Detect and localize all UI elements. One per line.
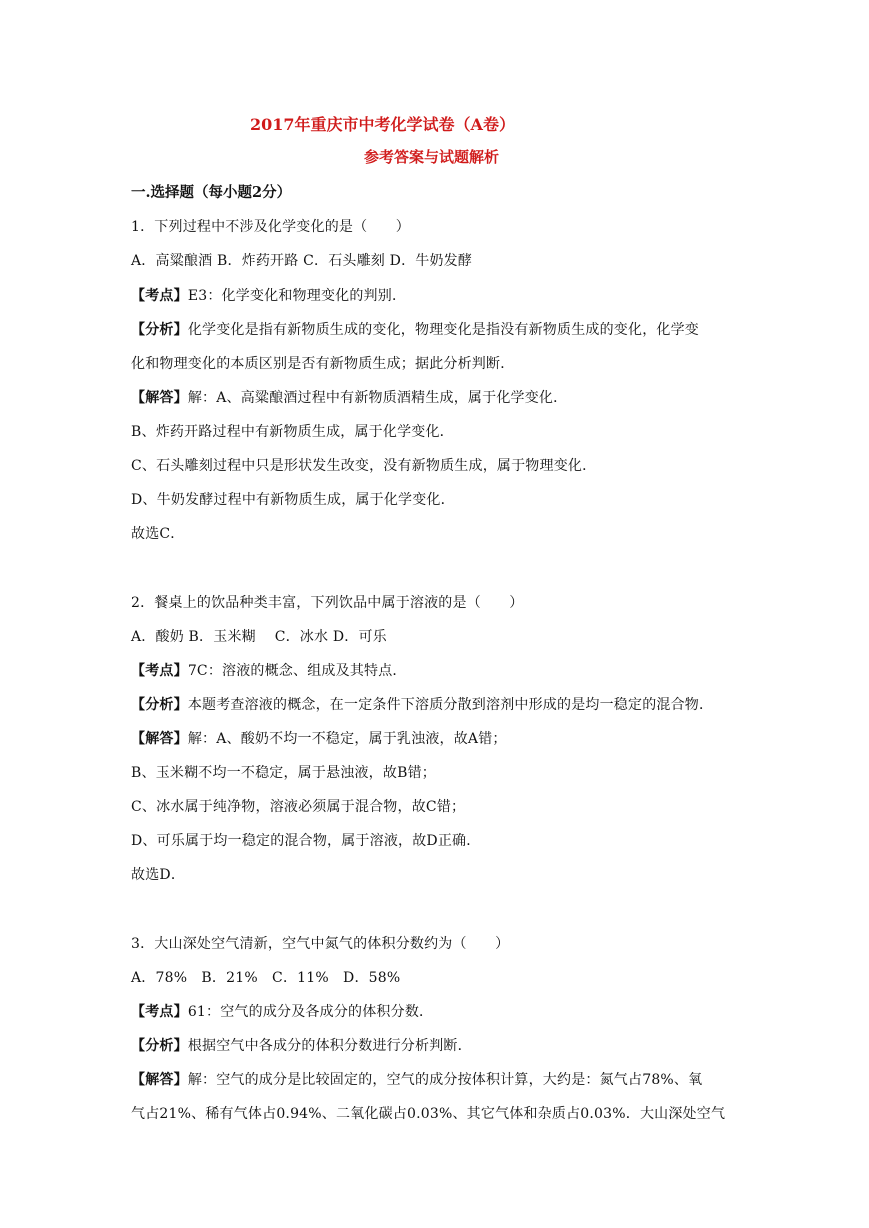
q2-kaodian-text: 7C：溶液的概念、组成及其特点． [187, 663, 407, 679]
q1-kaodian [131, 285, 406, 305]
kaodian-label: 【考点】 [131, 663, 188, 679]
q3-options: A．78% B．21% C．11% D．58% [131, 970, 401, 986]
q1-line-d: D、牛奶发酵过程中有新物质生成，属于化学变化． [131, 492, 455, 508]
q2-line-c: C、冰水属于纯净物，溶液必须属于混合物，故C错； [131, 799, 466, 815]
jieda-label: 【解答】 [131, 390, 188, 406]
kaodian-label: 【考点】 [131, 1004, 188, 1020]
q3-kaodian-text: 61：空气的成分及各成分的体积分数． [187, 1004, 434, 1020]
q2-line-b: B、玉米糊不均一不稳定，属于悬浊液，故B错； [131, 765, 436, 781]
q3-fenxi-text: 根据空气中各成分的体积分数进行分析判断． [187, 1038, 472, 1054]
jieda-label: 【解答】 [131, 731, 188, 747]
document-subtitle: 参考答案与试题解析 [364, 148, 500, 166]
section-heading: 一.选择题（每小题2分） [131, 184, 292, 201]
q1-line-b: B、炸药开路过程中有新物质生成，属于化学变化． [131, 424, 454, 440]
document-title: 2017年重庆市中考化学试卷（A卷） [250, 115, 515, 134]
q3-jieda [131, 1069, 702, 1089]
q1-line-c: C、石头雕刻过程中只是形状发生改变，没有新物质生成，属于物理变化． [131, 458, 597, 474]
q2-kaodian [131, 660, 407, 680]
q2-fenxi-text: 本题考查溶液的概念，在一定条件下溶质分散到溶剂中形成的是均一稳定的混合物． [187, 697, 714, 713]
q3-kaodian [131, 1001, 433, 1021]
q1-fenxi-text: 化学变化是指有新物质生成的变化，物理变化是指没有新物质生成的变化，化学变 [187, 322, 700, 338]
jieda-label: 【解答】 [131, 1072, 188, 1088]
q3-stem: 3．大山深处空气清新，空气中氮气的体积分数约为（ ） [131, 936, 510, 952]
q2-jieda [131, 728, 507, 748]
kaodian-label: 【考点】 [131, 288, 188, 304]
q1-fenxi [131, 319, 699, 339]
q2-line-d: D、可乐属于均一稳定的混合物，属于溶液，故D正确． [131, 833, 481, 849]
q3-jieda-cont: 气占21%、稀有气体占0.94%、二氧化碳占0.03%、其它气体和杂质占0.03%．大山深处空气 [131, 1106, 726, 1122]
q2-options: A．酸奶 B．玉米糊 C．冰水 D．可乐 [131, 629, 387, 645]
q1-stem: 1．下列过程中不涉及化学变化的是（ ） [131, 219, 410, 235]
q2-jieda-text: 解：A、酸奶不均一不稳定，属于乳浊液，故A错； [187, 731, 507, 747]
q2-fenxi [131, 694, 713, 714]
fenxi-label: 【分析】 [131, 697, 188, 713]
fenxi-label: 【分析】 [131, 1038, 188, 1054]
q1-kaodian-text: E3：化学变化和物理变化的判别． [187, 288, 407, 304]
q2-answer: 故选D． [131, 867, 186, 883]
q1-answer: 故选C． [131, 526, 185, 542]
q1-jieda [131, 387, 567, 407]
q3-fenxi [131, 1035, 472, 1055]
q1-jieda-text: 解：A、高粱酿酒过程中有新物质酒精生成，属于化学变化． [187, 390, 568, 406]
q2-stem: 2．餐桌上的饮品种类丰富，下列饮品中属于溶液的是（ ） [131, 595, 524, 611]
fenxi-label: 【分析】 [131, 322, 188, 338]
q1-options: A．高粱酿酒 B．炸药开路 C．石头雕刻 D．牛奶发酵 [131, 253, 473, 269]
q1-fenxi-cont: 化和物理变化的本质区别是否有新物质生成；据此分析判断． [131, 356, 515, 372]
q3-jieda-text: 解：空气的成分是比较固定的，空气的成分按体积计算，大约是：氮气占78%、氧 [187, 1072, 703, 1088]
